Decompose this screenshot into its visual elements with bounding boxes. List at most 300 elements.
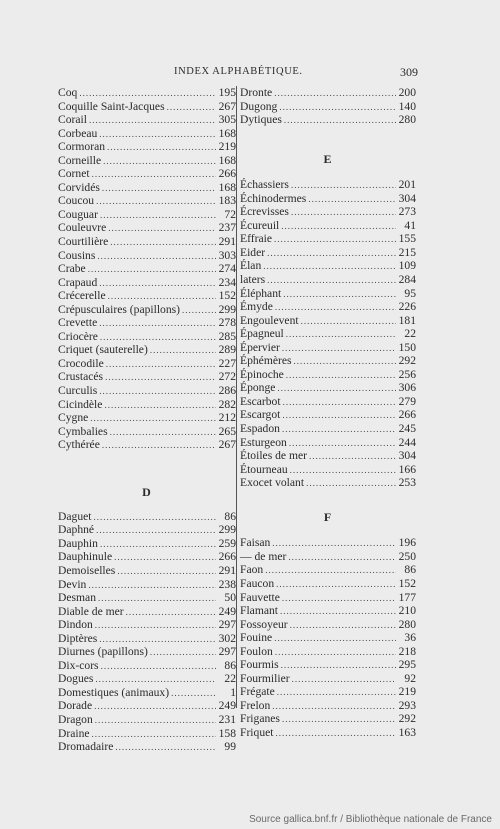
index-entry: [58, 276, 236, 290]
entry-name: Corneille: [58, 153, 102, 167]
entry-page-number: 152: [398, 576, 416, 590]
index-entry: [240, 273, 416, 287]
spacer: [58, 500, 236, 510]
entry-name: Dauphin: [58, 536, 98, 550]
leader-dots: [167, 101, 216, 115]
index-entry: [240, 591, 416, 605]
index-entry: [240, 232, 416, 246]
index-entry: [58, 235, 236, 249]
entry-page-number: 267: [218, 99, 236, 113]
index-entry: [58, 357, 236, 371]
entry-page-number: 278: [218, 316, 236, 330]
leader-dots: [108, 222, 216, 236]
entry-name: Esturgeon: [240, 435, 287, 449]
entry-page-number: 196: [398, 536, 416, 550]
entry-name: Coucou: [58, 194, 95, 208]
leader-dots: [277, 686, 396, 700]
entry-page-number: 299: [218, 523, 236, 537]
leader-dots: [290, 619, 396, 633]
entry-page-number: 291: [218, 563, 236, 577]
entry-name: Dorade: [58, 699, 93, 713]
leader-dots: [275, 646, 396, 660]
leader-dots: [294, 355, 396, 369]
index-entry: [58, 438, 236, 452]
leader-dots: [100, 209, 216, 223]
entry-page-number: 227: [218, 356, 236, 370]
entry-page-number: 183: [218, 194, 236, 208]
entry-page-number: 72: [224, 207, 236, 221]
leader-dots: [281, 659, 396, 673]
leader-dots: [104, 399, 216, 413]
index-entry: [58, 167, 236, 181]
leader-dots: [279, 101, 396, 115]
index-entry: [58, 591, 236, 605]
index-entry: [240, 631, 416, 645]
entry-page-number: 234: [218, 275, 236, 289]
entry-page-number: 266: [218, 550, 236, 564]
entry-page-number: 282: [218, 397, 236, 411]
leader-dots: [306, 477, 396, 491]
index-entry: [58, 249, 236, 263]
index-entry: [240, 563, 416, 577]
leader-dots: [99, 633, 216, 647]
entry-name: Cygne: [58, 411, 89, 425]
page-number: 309: [400, 65, 418, 79]
entry-page-number: 109: [398, 259, 416, 273]
entry-name: Engoulevent: [240, 313, 299, 327]
entry-page-number: 306: [398, 381, 416, 395]
entry-name: Cormoran: [58, 140, 106, 154]
index-entry: [240, 327, 416, 341]
section-d-list: [58, 510, 236, 754]
entry-name: Curculis: [58, 384, 98, 398]
leader-dots: [286, 369, 396, 383]
entry-name: Eider: [240, 245, 266, 259]
index-entry: [240, 395, 416, 409]
entry-page-number: 166: [398, 462, 416, 476]
index-entry: [58, 343, 236, 357]
leader-dots: [282, 342, 396, 356]
entry-page-number: 272: [218, 370, 236, 384]
index-entry: [58, 672, 236, 686]
entry-page-number: 22: [224, 672, 236, 686]
index-entry: [240, 618, 416, 632]
index-entry: [58, 289, 236, 303]
leader-dots: [99, 128, 216, 142]
leader-dots: [106, 358, 216, 372]
leader-dots: [182, 304, 216, 318]
entry-page-number: 299: [218, 302, 236, 316]
entry-name: Diptères: [58, 631, 98, 645]
leader-dots: [117, 565, 216, 579]
section-letter-d: D: [142, 484, 152, 499]
entry-name: Étourneau: [240, 462, 288, 476]
leader-dots: [301, 315, 396, 329]
entry-page-number: 168: [218, 153, 236, 167]
leader-dots: [276, 578, 396, 592]
entry-name: Dix-cors: [58, 658, 99, 672]
index-entry: [58, 154, 236, 168]
entry-name: Diable de mer: [58, 604, 124, 618]
leader-dots: [267, 274, 396, 288]
entry-name: Draine: [58, 726, 90, 740]
entry-name: Dragon: [58, 712, 93, 726]
entry-name: Domestiques (animaux): [58, 685, 170, 699]
index-entry: [240, 381, 416, 395]
entry-name: Dogues: [58, 672, 94, 686]
index-entry: [240, 219, 416, 233]
index-entry: [240, 300, 416, 314]
index-entry: [58, 564, 236, 578]
index-entry: [240, 550, 416, 564]
index-entry: [58, 316, 236, 330]
entry-name: Étoiles de mer: [240, 449, 307, 463]
entry-name: Crustacés: [58, 370, 104, 384]
leader-dots: [89, 114, 216, 128]
index-entry: [240, 287, 416, 301]
leader-dots: [282, 423, 396, 437]
entry-name: Dauphinule: [58, 550, 113, 564]
index-entry: [240, 645, 416, 659]
leader-dots: [281, 220, 396, 234]
leader-dots: [308, 193, 396, 207]
index-entry: [58, 510, 236, 524]
leader-dots: [291, 206, 396, 220]
entry-page-number: 155: [398, 232, 416, 246]
leader-dots: [108, 290, 216, 304]
entry-name: Crécerelle: [58, 289, 106, 303]
entry-name: Criquet (sauterelle): [58, 343, 148, 357]
section-f-list: [240, 536, 416, 739]
entry-name: Friganes: [240, 712, 280, 726]
entry-page-number: 304: [398, 191, 416, 205]
entry-name: Dindon: [58, 618, 93, 632]
entry-page-number: 163: [398, 725, 416, 739]
leader-dots: [95, 673, 216, 687]
entry-name: — de mer: [240, 549, 287, 563]
leader-dots: [97, 250, 216, 264]
index-entry: [240, 536, 416, 550]
page-header: [0, 64, 500, 80]
leader-dots: [107, 141, 216, 155]
entry-page-number: 41: [404, 218, 416, 232]
index-entry: [240, 658, 416, 672]
leader-dots: [102, 182, 216, 196]
entry-page-number: 297: [218, 645, 236, 659]
leader-dots: [150, 344, 216, 358]
entry-name: Desman: [58, 591, 96, 605]
index-entry: [240, 354, 416, 368]
index-entry: [58, 632, 236, 646]
leader-dots: [110, 236, 216, 250]
leader-dots: [100, 538, 216, 552]
leader-dots: [286, 328, 396, 342]
entry-name: Exocet volant: [240, 476, 305, 490]
leader-dots: [274, 233, 396, 247]
entry-name: Crapaud: [58, 275, 98, 289]
leader-dots: [263, 260, 396, 274]
entry-name: Couleuvre: [58, 221, 107, 235]
leader-dots: [103, 155, 216, 169]
index-entry: [58, 221, 236, 235]
section-d-continued-list: [240, 86, 416, 127]
entry-page-number: 237: [218, 221, 236, 235]
index-entry: [58, 699, 236, 713]
entry-name: Cicindèle: [58, 397, 103, 411]
entry-page-number: 244: [398, 435, 416, 449]
leader-dots: [150, 646, 216, 660]
entry-name: Fouine: [240, 631, 273, 645]
leader-dots: [98, 592, 216, 606]
entry-page-number: 249: [218, 699, 236, 713]
leader-dots: [275, 301, 396, 315]
leader-dots: [292, 673, 396, 687]
entry-name: Frelon: [240, 698, 271, 712]
leader-dots: [95, 619, 216, 633]
entry-page-number: 218: [398, 644, 416, 658]
entry-page-number: 36: [404, 631, 416, 645]
index-entry: [240, 726, 416, 740]
entry-page-number: 86: [224, 509, 236, 523]
index-entry: [240, 178, 416, 192]
entry-name: Faucon: [240, 576, 275, 590]
entry-page-number: 266: [398, 408, 416, 422]
index-entry: [58, 127, 236, 141]
leader-dots: [95, 714, 216, 728]
entry-name: Fossoyeur: [240, 617, 288, 631]
index-entry: [58, 140, 236, 154]
entry-name: Épagneul: [240, 327, 284, 341]
entry-name: Éphémères: [240, 354, 292, 368]
index-entry: [58, 727, 236, 741]
index-entry: [240, 577, 416, 591]
index-entry: [240, 341, 416, 355]
entry-page-number: 253: [398, 476, 416, 490]
leader-dots: [282, 713, 396, 727]
leader-dots: [265, 564, 396, 578]
leader-dots: [88, 263, 216, 277]
entry-page-number: 86: [404, 563, 416, 577]
entry-name: Couguar: [58, 207, 98, 221]
index-entry: [240, 408, 416, 422]
index-entry: [58, 330, 236, 344]
entry-name: Coquille Saint-Jacques: [58, 99, 165, 113]
entry-page-number: 168: [218, 126, 236, 140]
entry-name: Daphné: [58, 523, 95, 537]
leader-dots: [290, 464, 396, 478]
entry-page-number: 305: [218, 113, 236, 127]
entry-page-number: 266: [218, 167, 236, 181]
leader-dots: [94, 700, 216, 714]
entry-page-number: 22: [404, 327, 416, 341]
entry-name: Dronte: [240, 86, 273, 99]
entry-page-number: 181: [398, 313, 416, 327]
leader-dots: [267, 247, 396, 261]
index-entry: [240, 246, 416, 260]
entry-page-number: 285: [218, 329, 236, 343]
entry-page-number: 99: [224, 740, 236, 754]
entry-page-number: 293: [398, 698, 416, 712]
entry-page-number: 238: [218, 577, 236, 591]
index-entry: [58, 86, 236, 100]
index-entry: [240, 685, 416, 699]
entry-name: Crépusculaires (papillons): [58, 302, 181, 316]
leader-dots: [101, 660, 216, 674]
index-entry: [240, 436, 416, 450]
index-entry: [58, 618, 236, 632]
leader-dots: [291, 179, 396, 193]
entry-page-number: 201: [398, 178, 416, 192]
index-entry: [58, 113, 236, 127]
index-entry: [240, 205, 416, 219]
entry-page-number: 295: [398, 658, 416, 672]
index-entry: [58, 578, 236, 592]
entry-name: Émyde: [240, 300, 273, 314]
spacer: [240, 490, 416, 511]
entry-page-number: 177: [398, 590, 416, 604]
entry-name: Corbeau: [58, 126, 98, 140]
index-entry: [58, 645, 236, 659]
index-entry: [58, 425, 236, 439]
leader-dots: [288, 551, 396, 565]
entry-name: laters: [240, 273, 266, 287]
index-entry: [58, 194, 236, 208]
index-entry: [58, 740, 236, 754]
entry-name: Effraie: [240, 232, 272, 246]
entry-page-number: 226: [398, 300, 416, 314]
leader-dots: [272, 700, 396, 714]
entry-page-number: 279: [398, 394, 416, 408]
index-entry: [240, 604, 416, 618]
entry-name: Échinodermes: [240, 191, 307, 205]
index-entry: [58, 713, 236, 727]
entry-page-number: 219: [218, 140, 236, 154]
entry-page-number: 150: [398, 340, 416, 354]
leader-dots: [171, 687, 216, 701]
index-entry: [240, 314, 416, 328]
entry-name: Cythérée: [58, 438, 100, 452]
leader-dots: [274, 87, 396, 101]
index-entry: [240, 672, 416, 686]
entry-name: Cousins: [58, 248, 96, 262]
entry-name: Faisan: [240, 536, 271, 550]
entry-page-number: 291: [218, 235, 236, 249]
index-entry: [58, 384, 236, 398]
entry-page-number: 292: [398, 712, 416, 726]
index-entry: [58, 303, 236, 317]
leader-dots: [79, 87, 216, 101]
index-entry: [240, 449, 416, 463]
entry-page-number: 86: [224, 658, 236, 672]
index-entry: [58, 208, 236, 222]
entry-page-number: 274: [218, 262, 236, 276]
entry-name: Échassiers: [240, 178, 289, 192]
leader-dots: [99, 317, 216, 331]
entry-page-number: 152: [218, 289, 236, 303]
entry-name: Fauvette: [240, 590, 280, 604]
leader-dots: [93, 511, 216, 525]
index-entry: [240, 192, 416, 206]
index-entry: [58, 686, 236, 700]
entry-page-number: 140: [398, 99, 416, 113]
leader-dots: [92, 168, 216, 182]
index-entry: [58, 181, 236, 195]
entry-page-number: 168: [218, 180, 236, 194]
entry-name: Crevette: [58, 316, 98, 330]
entry-page-number: 215: [398, 245, 416, 259]
entry-name: Corvidés: [58, 180, 100, 194]
entry-name: Corail: [58, 113, 87, 127]
entry-name: Courtilière: [58, 235, 109, 249]
leader-dots: [92, 728, 216, 742]
index-entry: [240, 100, 416, 114]
index-entry: [240, 113, 416, 127]
entry-name: Élan: [240, 259, 262, 273]
entry-name: Cymbalies: [58, 424, 108, 438]
entry-name: Daguet: [58, 509, 92, 523]
leader-dots: [96, 524, 216, 538]
leader-dots: [110, 426, 216, 440]
leader-dots: [115, 741, 216, 755]
index-entry: [58, 100, 236, 114]
entry-page-number: 265: [218, 424, 236, 438]
entry-name: Crocodile: [58, 356, 104, 370]
index-entry: [240, 368, 416, 382]
section-letter-f: F: [323, 509, 333, 524]
index-entry: [58, 537, 236, 551]
entry-page-number: 267: [218, 438, 236, 452]
index-entry: [58, 523, 236, 537]
leader-dots: [100, 331, 216, 345]
entry-page-number: 210: [398, 604, 416, 618]
leader-dots: [274, 632, 396, 646]
entry-page-number: 219: [398, 685, 416, 699]
leader-dots: [90, 412, 216, 426]
entry-page-number: 273: [398, 205, 416, 219]
entry-name: Épinoche: [240, 367, 284, 381]
section-letter-e: E: [323, 151, 333, 166]
entry-name: Foulon: [240, 644, 273, 658]
entry-page-number: 92: [404, 671, 416, 685]
entry-page-number: 95: [404, 286, 416, 300]
index-entry: [58, 370, 236, 384]
entry-name: Escarbot: [240, 394, 281, 408]
entry-page-number: 289: [218, 343, 236, 357]
entry-page-number: 212: [218, 411, 236, 425]
index-entry: [240, 86, 416, 100]
entry-page-number: 302: [218, 631, 236, 645]
leader-dots: [277, 382, 396, 396]
entry-page-number: 245: [398, 422, 416, 436]
entry-name: Éponge: [240, 381, 276, 395]
entry-name: Escargot: [240, 408, 281, 422]
leader-dots: [309, 450, 396, 464]
entry-name: Friquet: [240, 725, 274, 739]
entry-page-number: 1: [230, 685, 236, 699]
leader-dots: [96, 195, 216, 209]
spacer: [240, 127, 416, 153]
entry-name: Fourmis: [240, 658, 279, 672]
entry-name: Éléphant: [240, 286, 282, 300]
entry-page-number: 231: [218, 712, 236, 726]
index-entry: [58, 605, 236, 619]
entry-name: Faon: [240, 563, 264, 577]
source-footer: Source gallica.bnf.fr / Bibliothèque nationale de France: [249, 814, 492, 825]
index-entry: [240, 463, 416, 477]
entry-page-number: 200: [398, 86, 416, 99]
index-entry: [240, 476, 416, 490]
index-entry: [58, 411, 236, 425]
